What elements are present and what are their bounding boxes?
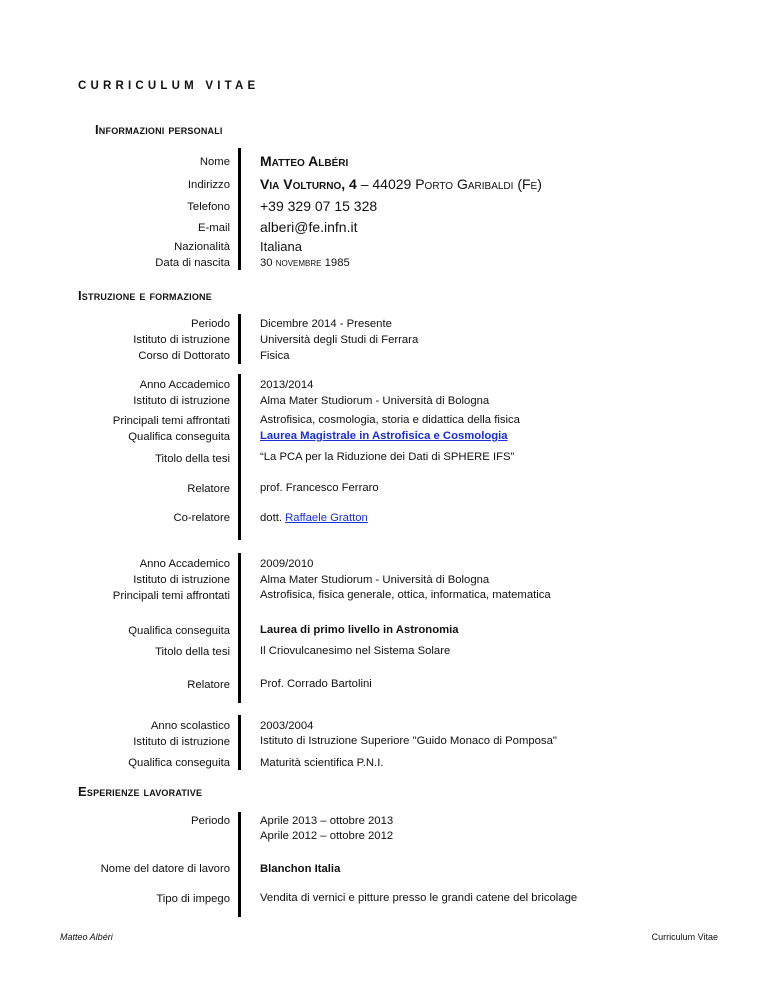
name-value: Matteo Albéri <box>260 153 349 169</box>
birth-day: 30 <box>260 257 276 269</box>
phd-period-label: Periodo <box>191 318 230 330</box>
master-year-label: Anno Accademico <box>139 379 230 391</box>
address-province: (Fe) <box>513 176 542 192</box>
birth-month: novembre <box>275 257 322 269</box>
phone-label: Telefono <box>187 201 230 213</box>
section-personal-info: Informazioni personali <box>95 122 223 137</box>
address-label: Indirizzo <box>187 179 230 191</box>
address-value <box>260 176 542 193</box>
bachelor-year-value: 2009/2010 <box>260 558 314 570</box>
bachelor-qualification-value: Laurea di primo livello in Astronomia <box>260 624 459 636</box>
footer-author: Matteo Albéri <box>60 932 113 942</box>
master-institute-value: Alma Mater Studiorum - Università di Bologna <box>260 395 490 407</box>
bachelor-year-label: Anno Accademico <box>139 558 230 570</box>
bachelor-thesis-value: Il Criovulcanesimo nel Sistema Solare <box>260 645 451 657</box>
master-advisor-value: prof. Francesco Ferraro <box>260 482 379 494</box>
work-period-line2: Aprile 2012 – ottobre 2012 <box>260 830 394 842</box>
highschool-year-label: Anno scolastico <box>150 720 230 732</box>
bachelor-advisor-label: Relatore <box>187 679 230 691</box>
highschool-qualification-label: Qualifica conseguita <box>128 757 230 769</box>
section-divider-bar <box>238 715 241 770</box>
address-postal: – 44029 <box>356 176 416 192</box>
coadvisor-prefix: dott. <box>260 512 286 524</box>
section-education: Istruzione e formazione <box>78 288 212 303</box>
master-qualification-label: Qualifica conseguita <box>128 431 230 443</box>
phd-institute-label: Istituto di istruzione <box>133 334 230 346</box>
section-divider-bar <box>238 553 241 703</box>
bachelor-qualification-label: Qualifica conseguita <box>128 625 230 637</box>
email-label: E-mail <box>197 222 230 234</box>
phd-course-label: Corso di Dottorato <box>138 350 230 362</box>
master-thesis-value: “La PCA per la Riduzione dei Dati di SPHERE IFS” <box>260 451 515 463</box>
nationality-label: Nazionalità <box>174 241 230 253</box>
name-label: Nome <box>199 156 230 168</box>
section-divider-bar <box>238 812 241 917</box>
work-job-label: Tipo di impego <box>156 893 230 905</box>
phd-institute-value: Università degli Studi di Ferrara <box>260 334 419 346</box>
nationality-value: Italiana <box>260 239 302 254</box>
footer-document-name: Curriculum Vitae <box>651 932 718 942</box>
master-year-value: 2013/2014 <box>260 379 314 391</box>
master-advisor-label: Relatore <box>187 483 230 495</box>
bachelor-topics-value: Astrofisica, fisica generale, ottica, informatica, matematica <box>260 589 551 601</box>
birth-date-label: Data di nascita <box>155 257 230 269</box>
email-value[interactable]: alberi@fe.infn.it <box>260 219 358 235</box>
coadvisor-link[interactable]: Raffaele Gratton <box>285 512 368 524</box>
work-employer-value: Blanchon Italia <box>260 863 341 875</box>
address-city: Porto Garibaldi <box>415 176 514 192</box>
birth-year: 1985 <box>321 257 350 269</box>
work-period-label: Periodo <box>191 815 230 827</box>
section-divider-bar <box>238 374 241 540</box>
master-qualification-link[interactable]: Laurea Magistrale in Astrofisica e Cosmologia <box>260 430 508 442</box>
address-street: Via Volturno, 4 <box>260 176 357 192</box>
section-work-experience: Esperienze lavorative <box>78 784 203 799</box>
section-divider-bar <box>238 314 241 364</box>
master-topics-label: Principali temi affrontati <box>112 415 230 427</box>
bachelor-institute-label: Istituto di istruzione <box>133 574 230 586</box>
document-title: CURRICULUM VITAE <box>78 80 260 92</box>
highschool-year-value: 2003/2004 <box>260 720 314 732</box>
bachelor-thesis-label: Titolo della tesi <box>155 646 230 658</box>
birth-date-value <box>260 256 350 270</box>
highschool-qualification-value: Maturità scientifica P.N.I. <box>260 757 384 769</box>
work-job-value: Vendita di vernici e pitture presso le grandi catene del bricolage <box>260 892 578 904</box>
master-topics-value: Astrofisica, cosmologia, storia e didattica della fisica <box>260 414 520 426</box>
bachelor-topics-label: Principali temi affrontati <box>112 590 230 602</box>
phone-value: +39 329 07 15 328 <box>260 198 378 214</box>
master-thesis-label: Titolo della tesi <box>155 453 230 465</box>
master-institute-label: Istituto di istruzione <box>133 395 230 407</box>
highschool-institute-label: Istituto di istruzione <box>133 736 230 748</box>
master-coadvisor-label: Co-relatore <box>173 512 230 524</box>
phd-course-value: Fisica <box>260 350 290 362</box>
work-period-line1: Aprile 2013 – ottobre 2013 <box>260 815 394 827</box>
phd-period-value: Dicembre 2014 - Presente <box>260 318 392 330</box>
section-divider-bar <box>238 148 241 270</box>
bachelor-institute-value: Alma Mater Studiorum - Università di Bologna <box>260 574 490 586</box>
bachelor-advisor-value: Prof. Corrado Bartolini <box>260 678 372 690</box>
highschool-institute-value: Istituto di Istruzione Superiore "Guido Monaco di Pomposa" <box>260 735 557 747</box>
master-coadvisor-value <box>260 511 368 525</box>
work-employer-label: Nome del datore di lavoro <box>100 863 230 875</box>
